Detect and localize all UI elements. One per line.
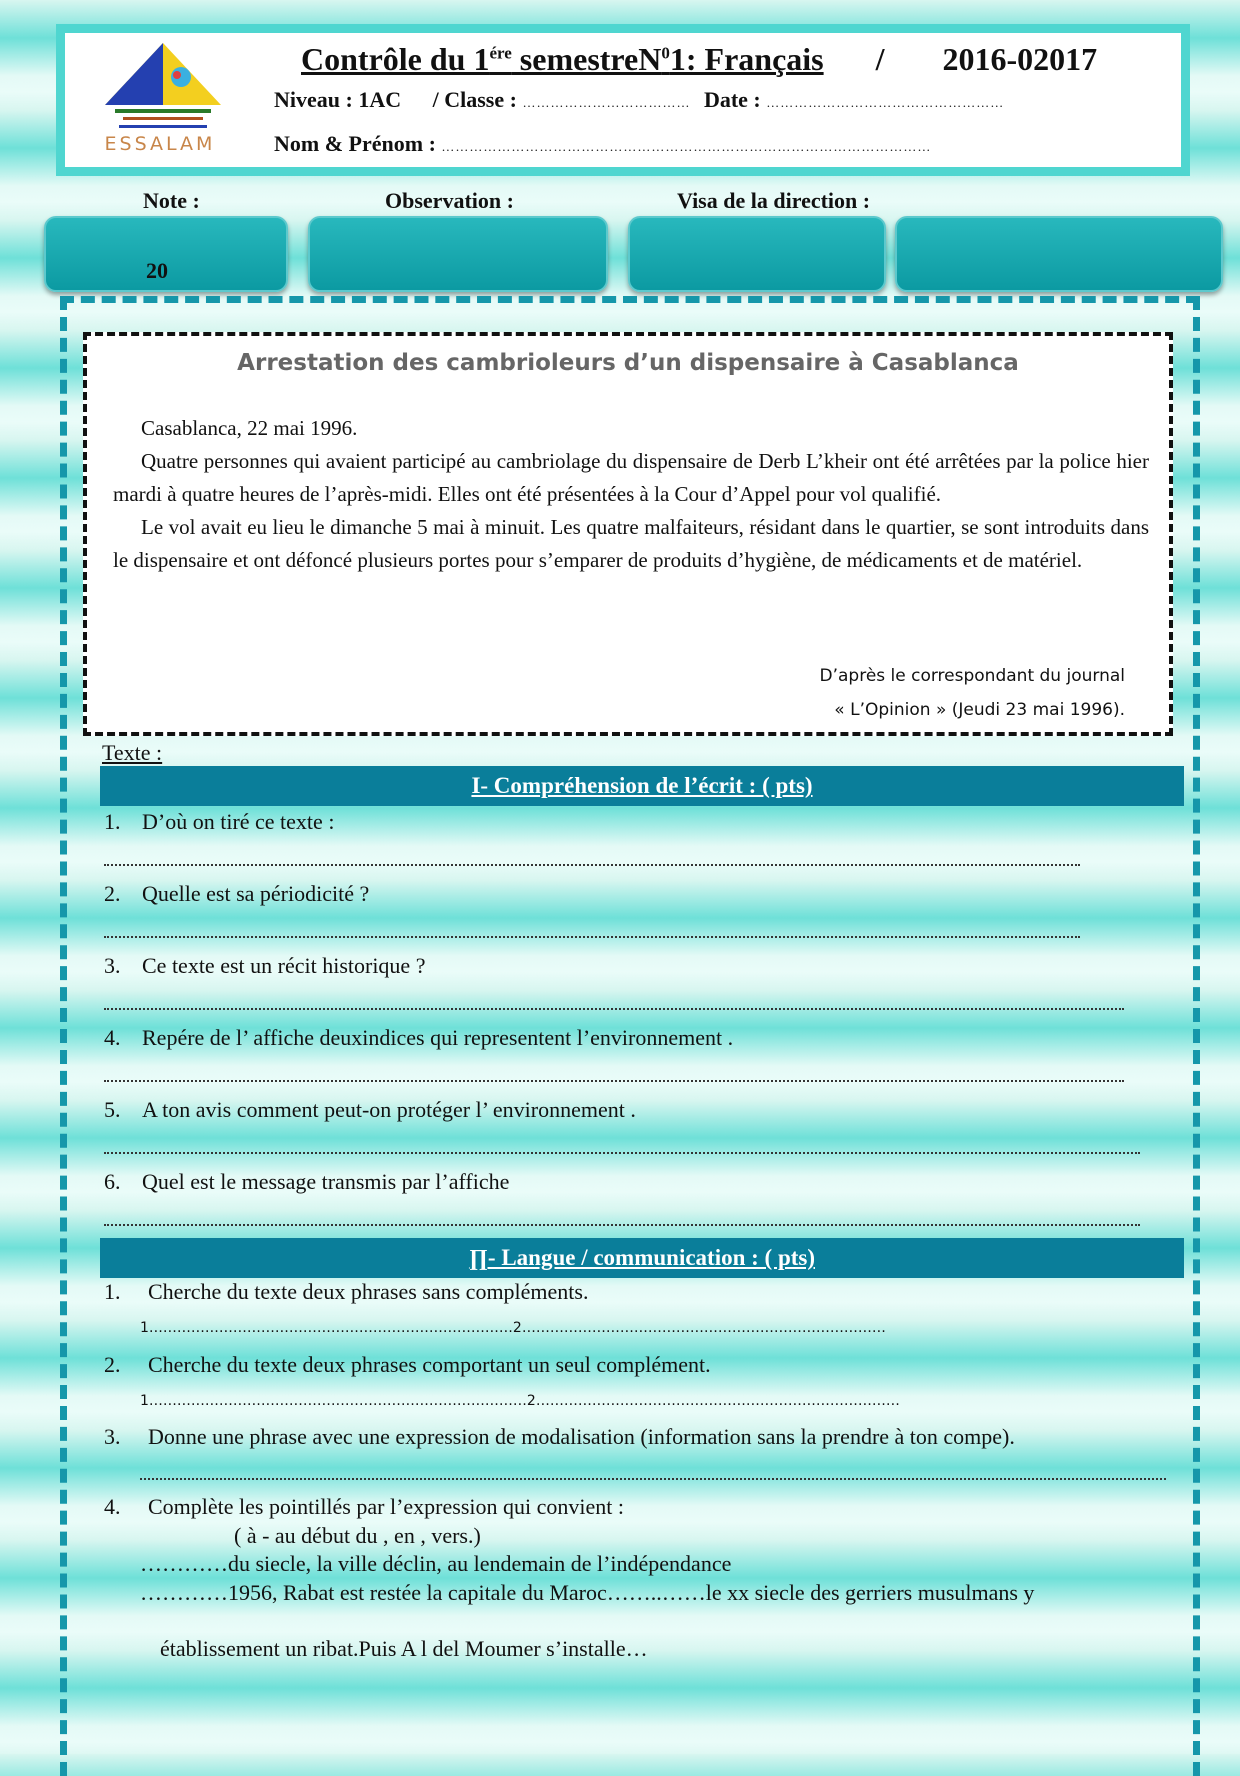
answer-line[interactable] bbox=[104, 1070, 1124, 1082]
answer-line[interactable] bbox=[140, 1468, 1166, 1480]
article-title: Arrestation des cambrioleurs d’un dispensaire à Casablanca bbox=[237, 350, 1019, 376]
classe-field[interactable]: ……………………………… bbox=[522, 95, 691, 110]
question-1-3: 3. Ce texte est un récit historique ? bbox=[104, 953, 426, 978]
logo-text: ESSALAM bbox=[104, 133, 216, 155]
texte-label: Texte : bbox=[102, 740, 163, 765]
fill-line-3: établissement un ribat.Puis A l del Moumer s’installe… bbox=[160, 1636, 648, 1661]
observation-box[interactable] bbox=[308, 216, 608, 292]
question-1-1: 1. D’où on tiré ce texte : bbox=[104, 809, 335, 834]
answer-line[interactable] bbox=[104, 998, 1124, 1010]
note-value: 20 bbox=[146, 258, 168, 283]
niveau-line: Niveau : 1AC / Classe : ……………………………… Date : …………………………………………… bbox=[274, 87, 1005, 112]
page-title: Contrôle du $1^{ére}$ semestreN$^0$1: Français / 2016-02017 bbox=[301, 41, 1098, 77]
answer-line[interactable] bbox=[104, 1142, 1140, 1154]
observation-label: Observation : bbox=[385, 188, 514, 213]
question-2-3: 3. Donne une phrase avec une expression de modalisation (information sans la prendre à ton compe). bbox=[104, 1424, 1015, 1449]
fill-line-2[interactable]: …………1956, Rabat est restée la capitale du Maroc……..……le xx siecle des gerriers musulmans y bbox=[140, 1580, 1035, 1605]
fill-line-1[interactable]: …………du siecle, la ville déclin, au lendemain de l’indépendance bbox=[140, 1551, 732, 1576]
header-inner bbox=[65, 33, 1181, 167]
section-2-title: ∏- Langue / communication : ( pts) bbox=[100, 1238, 1184, 1278]
question-1-4: 4. Repére de l’ affiche deuxindices qui representent l’environnement . bbox=[104, 1025, 734, 1050]
answer-line[interactable] bbox=[104, 854, 1080, 866]
visa-box-1[interactable] bbox=[628, 216, 886, 292]
header-box bbox=[56, 24, 1190, 176]
article-paragraph-2: Le vol avait eu lieu le dimanche 5 mai à minuit. Les quatre malfaiteurs, résidant dans le quartier, se sont introduits dans le dispensaire et ont défoncé plusieurs portes pour s’emparer de produits d’hygiène, de médicaments et de matériel. bbox=[113, 515, 1149, 572]
question-1-5: 5. A ton avis comment peut-on protéger l’ environnement . bbox=[104, 1097, 636, 1122]
nom-line: Nom & Prénom : …………………………………………………………………………………………… bbox=[274, 131, 932, 156]
answer-line[interactable] bbox=[104, 1214, 1140, 1226]
question-2-1: 1. Cherche du texte deux phrases sans compléments. bbox=[104, 1279, 589, 1304]
article-source-2: « L’Opinion » (Jeudi 23 mai 1996). bbox=[834, 700, 1125, 720]
question-2-4: 4. Complète les pointillés par l’expression qui convient : bbox=[104, 1494, 624, 1519]
question-2-2: 2. Cherche du texte deux phrases comportant un seul complément. bbox=[104, 1352, 711, 1377]
answer-pair-1[interactable]: 1……………………………………………………………………2…………………………………………………………………… bbox=[140, 1320, 886, 1336]
article-box bbox=[83, 332, 1173, 736]
article-paragraph-1: Quatre personnes qui avaient participé au cambriolage du dispensaire de Derb L’kheir ont été arrêtées par la police hier mardi à quatre heures de l’après-midi. Elles ont été présentées à la Cour d’Appel pour vol qualifié. bbox=[113, 449, 1149, 506]
question-1-6: 6. Quel est le message transmis par l’affiche bbox=[104, 1169, 510, 1194]
article-body bbox=[113, 412, 1149, 577]
date-field[interactable]: …………………………………………… bbox=[766, 95, 1005, 110]
nom-field[interactable]: …………………………………………………………………………………………… bbox=[441, 139, 932, 154]
note-label: Note : bbox=[143, 188, 200, 213]
section-1-title: I- Compréhension de l’écrit : ( pts) bbox=[100, 766, 1184, 806]
article-dateline: Casablanca, 22 mai 1996. bbox=[141, 416, 358, 440]
options-list: ( à - au début du , en , vers.) bbox=[234, 1523, 481, 1548]
answer-line[interactable] bbox=[104, 926, 1080, 938]
visa-box-2[interactable] bbox=[895, 216, 1223, 292]
answer-pair-2[interactable]: 1………………………………………………………………………2…………………………………………………………………… bbox=[140, 1393, 900, 1409]
question-1-2: 2. Quelle est sa périodicité ? bbox=[104, 881, 370, 906]
visa-label: Visa de la direction : bbox=[677, 188, 871, 213]
note-box[interactable] bbox=[44, 216, 288, 292]
school-year: 2016-02017 bbox=[942, 41, 1098, 77]
article-source-1: D’après le correspondant du journal bbox=[819, 666, 1125, 686]
